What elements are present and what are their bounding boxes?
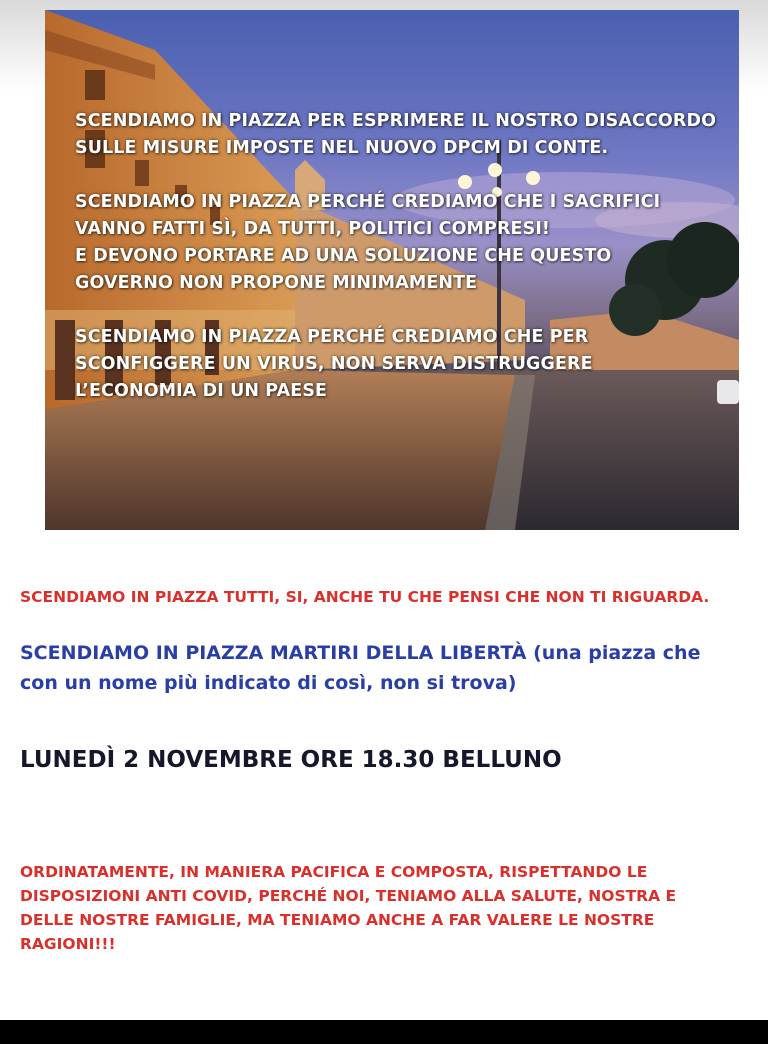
event-date-time: LUNEDÌ 2 NOVEMBRE ORE 18.30 BELLUNO [20,747,562,773]
overlay-line: SCENDIAMO IN PIAZZA PERCHÉ CREDIAMO CHE PER [75,327,589,347]
location-paragraph [20,638,750,698]
location-line: con un nome più indicato di così, non si trova) [20,672,517,694]
photo-overlay-text [75,108,725,405]
conduct-line: DISPOSIZIONI ANTI COVID, PERCHÉ NOI, TENIAMO ALLA SALUTE, NOSTRA E [20,887,677,905]
call-to-all-text: SCENDIAMO IN PIAZZA TUTTI, SI, ANCHE TU CHE PENSI CHE NON TI RIGUARDA. [20,588,710,606]
bottom-bar [0,1020,768,1044]
conduct-line: DELLE NOSTRE FAMIGLIE, MA TENIAMO ANCHE A FAR VALERE LE NOSTRE [20,911,655,929]
conduct-paragraph [20,860,750,956]
overlay-line: E DEVONO PORTARE AD UNA SOLUZIONE CHE QUESTO [75,246,612,266]
overlay-line: SCENDIAMO IN PIAZZA PER ESPRIMERE IL NOSTRO DISACCORDO [75,111,717,131]
location-line: SCENDIAMO IN PIAZZA MARTIRI DELLA LIBERTÀ (una piazza che [20,642,701,664]
piazza-photo [45,10,739,530]
conduct-line: ORDINATAMENTE, IN MANIERA PACIFICA E COMPOSTA, RISPETTANDO LE [20,863,648,881]
overlay-line: L’ECONOMIA DI UN PAESE [75,381,328,401]
overlay-line: GOVERNO NON PROPONE MINIMAMENTE [75,273,478,293]
overlay-line: SCENDIAMO IN PIAZZA PERCHÉ CREDIAMO CHE I SACRIFICI [75,192,661,212]
conduct-line: RAGIONI!!! [20,935,116,953]
overlay-line: SULLE MISURE IMPOSTE NEL NUOVO DPCM DI CONTE. [75,138,609,158]
overlay-line: VANNO FATTI SÌ, DA TUTTI, POLITICI COMPRESI! [75,219,551,239]
overlay-line: SCONFIGGERE UN VIRUS, NON SERVA DISTRUGGERE [75,354,593,374]
